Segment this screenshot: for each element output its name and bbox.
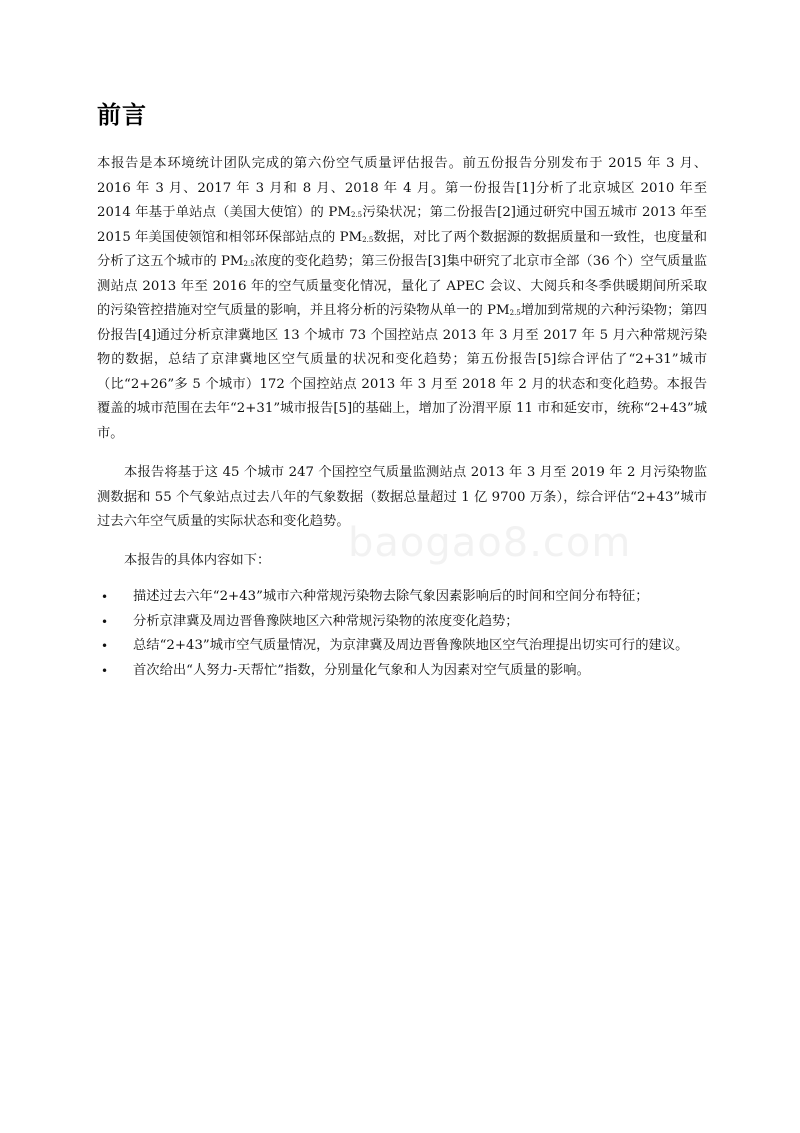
bullet-icon: • xyxy=(101,590,109,604)
bullet-icon: • xyxy=(101,639,109,653)
list-item xyxy=(97,585,707,610)
list-item-text: 首次给出“人努力-天帮忙”指数，分别量化气象和人为因素对空气质量的影响。 xyxy=(133,662,590,678)
list-item-text: 总结“2+43”城市空气质量情况，为京津冀及周边晋鲁豫陕地区空气治理提出切实可行的建议。 xyxy=(133,638,689,653)
watermark: baogao8.com xyxy=(348,520,632,566)
intro-paragraph xyxy=(97,152,707,446)
page-title: 前言 xyxy=(97,101,147,129)
list-item xyxy=(97,659,707,684)
intro-text-4: 浓度的变化趋势；第三份报告[3]集中研究了北京市全部（36 个）空气质量监测站点 2013 年至 2016 年的空气质量变化情况，量化了 APEC 会议、大阅兵和冬季供暖期间所采取的污染管控措施对空气质量的影响，并且将分析的污染物从单一的 PM xyxy=(97,254,707,318)
intro-text-2: 污染状况；第二份报告[2]通过研究中国五城市 2013 年至 2015 年美国使领馆和相邻环保部站点的 PM xyxy=(97,205,707,245)
content-intro: 本报告的具体内容如下： xyxy=(124,552,271,568)
pm-subscript: 2.5 xyxy=(509,309,521,317)
spacer xyxy=(97,535,707,549)
intro-text-5: 增加到常规的六种污染物；第四份报告[4]通过分析京津冀地区 13 个城市 73 个国控站点 2013 年 3 月至 2017 年 5 月六种常规污染物的数据，总结了京津冀地区空气质量的状况和变化趋势；第五份报告[5]综合评估了“2+31”城市（比“2+26”多 5 个城市）172 个国控站点 2013 年 3 月至 2018 年 2 月的状态和变化趋势。本报告覆盖的城市范围在去年“2+31”城市报告[5]的基础上，增加了汾渭平原 11 市和延安市，统称“2+43”城市。 xyxy=(97,303,708,441)
bullet-icon: • xyxy=(101,614,109,629)
list-item-text: 描述过去六年“2+43”城市六种常规污染物去除气象因素影响后的时间和空间分布特征； xyxy=(133,589,649,604)
pm-subscript: 2.5 xyxy=(351,211,363,219)
content-list xyxy=(97,585,707,683)
spacer xyxy=(97,446,707,461)
list-item-text: 分析京津冀及周边晋鲁豫陕地区六种常规污染物的浓度变化趋势； xyxy=(133,613,519,629)
data-paragraph: 本报告将基于这 45 个城市 247 个国控空气质量监测站点 2013 年 3 月至 2019 年 2 月污染物监测数据和 55 个气象站点过去八年的气象数据（数据总量超过 1 亿 9700 万条），综合评估“2+43”城市过去六年空气质量的实际状态和变化趋势。 xyxy=(97,465,707,529)
document-page xyxy=(97,95,707,683)
list-item xyxy=(97,634,707,659)
list-item xyxy=(97,610,707,635)
intro-text-1: 本报告是本环境统计团队完成的第六份空气质量评估报告。前五份报告分别发布于 2015 年 3 月、2016 年 3 月、2017 年 3 月和 8 月、2018 年 4 月。第一份报告[1]分析了北京城区 2010 年至 2014 年基于单站点（美国大使馆）的 PM xyxy=(97,156,707,220)
pm-subscript: 2.5 xyxy=(243,260,255,268)
bullet-icon: • xyxy=(101,663,109,678)
intro-text-3: 数据，对比了两个数据源的数据质量和一致性，也度量和分析了这五个城市的 PM xyxy=(97,229,707,269)
pm-subscript: 2.5 xyxy=(362,235,374,244)
